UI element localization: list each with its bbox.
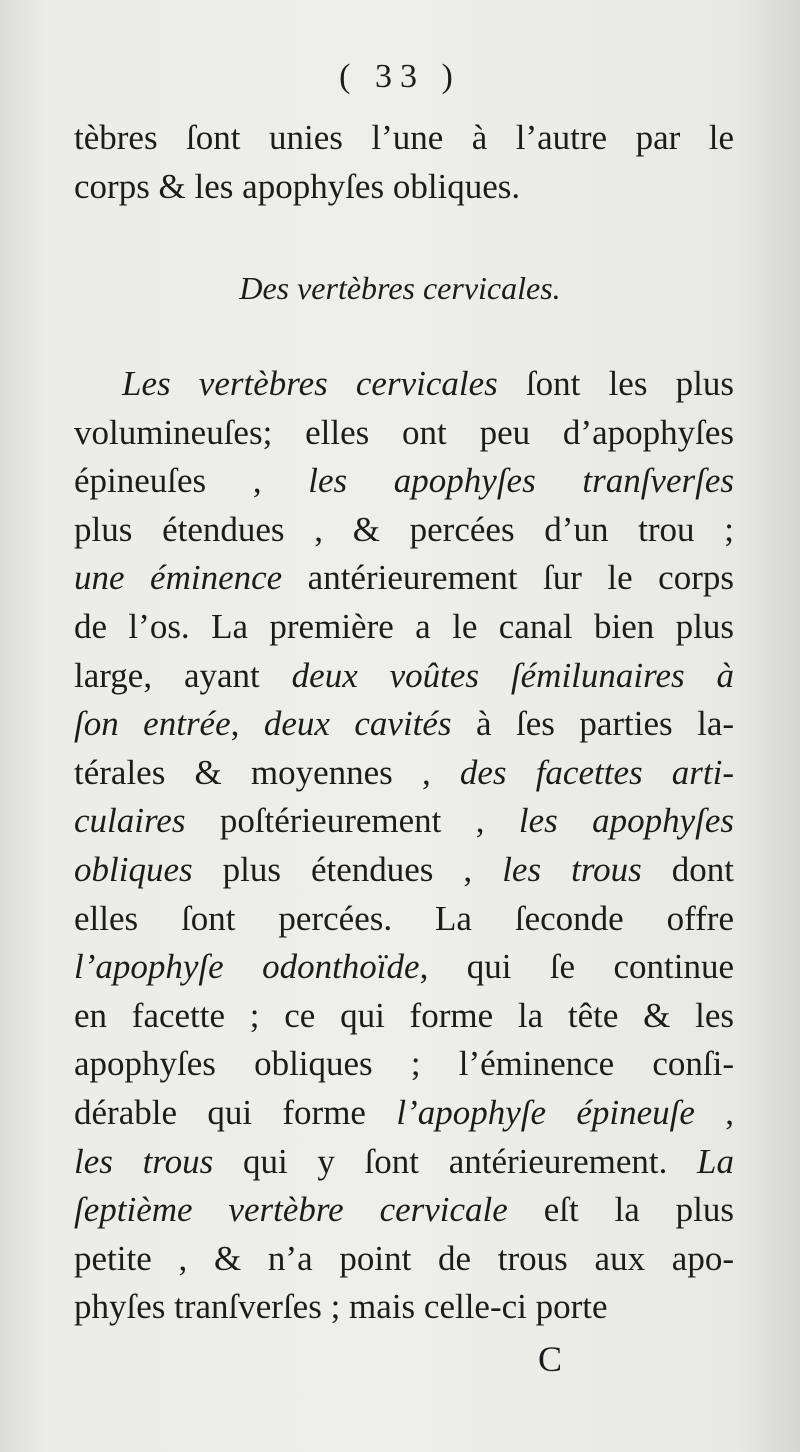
text-line <box>74 652 734 701</box>
text-line <box>74 603 734 652</box>
roman-text: épineuſes , <box>74 461 309 501</box>
roman-text: volumineuſes; elles ont peu d’apophyſes <box>74 412 734 452</box>
italic-text: les trous <box>74 1141 214 1181</box>
text-line <box>74 1186 734 1235</box>
section-heading: Des vertèbres cervicales. <box>239 270 561 306</box>
text-line <box>74 749 734 798</box>
italic-text: l’apophyſe épineuſe <box>396 1092 695 1132</box>
text-line: tèbres ſont unies l’une à l’autre par le <box>74 118 734 157</box>
roman-text: , <box>230 704 264 744</box>
roman-text: dont <box>641 849 734 889</box>
roman-text: en facette ; ce qui forme la tête & les <box>74 995 734 1035</box>
text-line <box>74 506 734 555</box>
roman-text: elles ſont percées. La ſeconde offre <box>74 898 734 938</box>
text-line <box>74 360 734 409</box>
text-line <box>74 1283 734 1332</box>
text-line <box>74 554 734 603</box>
text-line <box>74 700 734 749</box>
italic-text: des facettes arti- <box>459 752 734 792</box>
text-line <box>74 992 734 1041</box>
text-line <box>74 1235 734 1284</box>
text-line <box>74 1040 734 1089</box>
text-line <box>74 895 734 944</box>
italic-text: Les vertèbres cervicales <box>122 364 498 403</box>
text-line <box>74 1138 734 1187</box>
roman-text: térales & moyennes , <box>74 752 460 792</box>
roman-text: de l’os. La première a le canal bien plus <box>74 606 734 646</box>
italic-text: les trous <box>502 849 642 889</box>
text-line <box>74 943 734 992</box>
italic-text: La <box>697 1141 734 1181</box>
italic-text: obliques <box>74 849 193 889</box>
paragraph-cervical-vertebrae <box>74 360 734 1332</box>
roman-text: , qui ſe continue <box>419 947 734 987</box>
roman-text: large, ayant <box>74 655 292 695</box>
roman-text: qui y ſont antérieurement. <box>213 1141 698 1181</box>
roman-text: dérable qui forme <box>74 1092 397 1132</box>
roman-text: eſt la plus <box>507 1190 734 1230</box>
italic-text: deux voûtes ſémilunaires à <box>291 655 734 695</box>
text-line: corps & les apophyſes obliques. <box>74 166 521 206</box>
signature-mark: C <box>537 1339 562 1379</box>
roman-text: à ſes parties la- <box>451 704 734 744</box>
italic-text: les apophyſes <box>518 801 734 841</box>
italic-text: une éminence <box>74 558 283 598</box>
roman-text: plus étendues , & percées d’un trou ; <box>74 509 734 549</box>
italic-text: les apophyſes tranſverſes <box>308 461 734 501</box>
roman-text: poſtérieurement , <box>185 801 519 841</box>
roman-text: plus étendues , <box>192 849 503 889</box>
roman-text: ſont les plus <box>497 364 734 403</box>
text-line <box>74 457 734 506</box>
paragraph-continued <box>74 114 734 211</box>
text-line <box>74 409 734 458</box>
roman-text: phyſes tranſverſes ; mais celle-ci porte <box>74 1287 608 1327</box>
roman-text: petite , & n’a point de trous aux apo- <box>74 1238 734 1278</box>
italic-text: culaires <box>74 801 186 841</box>
italic-text: deux cavités <box>263 704 452 744</box>
italic-text: ſeptième vertèbre cervicale <box>74 1190 508 1230</box>
page-number: ( 33 ) <box>339 58 461 95</box>
text-line <box>74 846 734 895</box>
roman-text: antérieurement ſur le corps <box>282 558 734 598</box>
text-line <box>74 797 734 846</box>
italic-text: ſon entrée <box>74 704 231 744</box>
italic-text: l’apophyſe odonthoïde <box>74 947 420 987</box>
text-line <box>74 1089 734 1138</box>
roman-text: apophyſes obliques ; l’éminence conſi- <box>74 1044 734 1084</box>
roman-text: , <box>694 1092 734 1132</box>
